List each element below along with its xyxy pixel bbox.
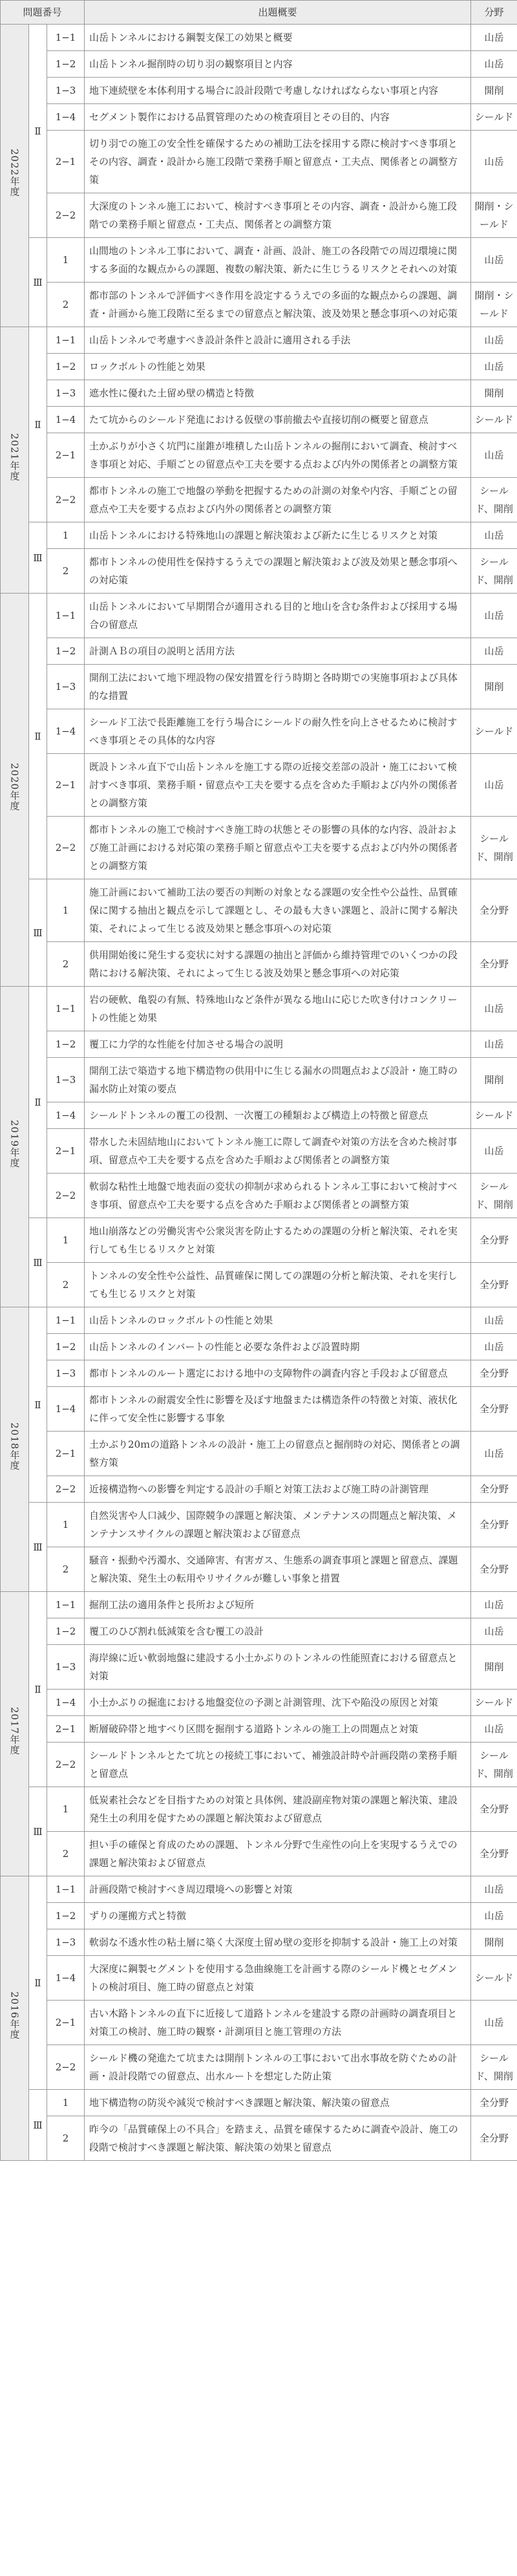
- field-cell: シールド、開削: [471, 2045, 517, 2090]
- summary-cell: 地下連続壁を本体利用する場合に設計段階で考慮しなければならない事項と内容: [85, 78, 471, 104]
- summary-cell: 覆工に力学的な性能を付加させる場合の説明: [85, 1031, 471, 1058]
- question-number-cell: 1−3: [47, 665, 85, 709]
- field-cell: 山岳: [471, 594, 517, 638]
- year-cell: [1, 1592, 29, 1876]
- field-cell: シールド: [471, 104, 517, 131]
- year-label: 2016年度: [8, 1991, 21, 2040]
- question-number-cell: 1−1: [47, 594, 85, 638]
- table-row: [1, 1832, 517, 1876]
- summary-cell: 低炭素社会などを目指すための対策と具体例、建設副産物対策の課題と解決策、建設発生土の利用を促すための課題と解決策および留意点: [85, 1787, 471, 1832]
- field-cell: シールド、開削: [471, 817, 517, 879]
- field-cell: 山岳: [471, 1129, 517, 1174]
- question-number-cell: 2−2: [47, 1476, 85, 1503]
- table-row: [1, 1618, 517, 1645]
- field-cell: 山岳: [471, 1334, 517, 1360]
- table-body: [1, 25, 517, 2161]
- question-number-cell: 2: [47, 549, 85, 594]
- table-row: [1, 1929, 517, 1956]
- section-cell: Ⅲ: [29, 1787, 47, 1876]
- field-cell: 開削: [471, 1058, 517, 1102]
- summary-cell: 施工計画において補助工法の要否の判断の対象となる課題の安全性や公益性、品質確保に関する抽出と観点を示して課題とし、その最も大きい課題と、設計に関する解決策、それによって生じる波及効果と懸念事項への対応策: [85, 879, 471, 942]
- table-row: [1, 638, 517, 665]
- field-cell: 全分野: [471, 1476, 517, 1503]
- question-number-cell: 1−1: [47, 1876, 85, 1903]
- question-number-cell: 1: [47, 1787, 85, 1832]
- table-row: [1, 407, 517, 433]
- table-row: [1, 1547, 517, 1592]
- question-number-cell: 1−1: [47, 1307, 85, 1334]
- question-number-cell: 1−3: [47, 1058, 85, 1102]
- summary-cell: 海岸線に近い軟弱地盤に建設する小土かぶりのトンネルの性能照査における留意点と対策: [85, 1645, 471, 1690]
- question-number-cell: 1−3: [47, 1645, 85, 1690]
- question-number-cell: 1−4: [47, 407, 85, 433]
- summary-cell: 計画段階で検討すべき周辺環境への影響と対策: [85, 1876, 471, 1903]
- table-row: [1, 354, 517, 380]
- question-number-cell: 1−1: [47, 1592, 85, 1618]
- table-row: [1, 1716, 517, 1743]
- year-label: 2017年度: [8, 1706, 21, 1755]
- question-number-cell: 2: [47, 1263, 85, 1307]
- table-row: [1, 1307, 517, 1334]
- summary-cell: 大深度のトンネル施工において、検討すべき事項とその内容、調査・設計から施工段階での業務手順と留意点・工夫点、関係者との調整方策: [85, 193, 471, 238]
- table-row: [1, 594, 517, 638]
- question-number-cell: 2−1: [47, 131, 85, 193]
- table-row: [1, 709, 517, 754]
- summary-cell: 都市トンネルのルート選定における地中の支障物件の調査内容と手段および留意点: [85, 1360, 471, 1387]
- summary-cell: 山岳トンネルのロックボルトの性能と効果: [85, 1307, 471, 1334]
- question-number-cell: 1−4: [47, 709, 85, 754]
- summary-cell: 開削工法において地下埋設物の保安措置を行う時期と各時期での実施事項および具体的な措置: [85, 665, 471, 709]
- field-cell: 山岳: [471, 2001, 517, 2045]
- question-number-cell: 1−2: [47, 1334, 85, 1360]
- section-cell: Ⅱ: [29, 987, 47, 1218]
- summary-cell: シールド工法で長距離施工を行う場合にシールドの耐久性を向上させるために検討すべき事項とその具体的な内容: [85, 709, 471, 754]
- section-cell: Ⅱ: [29, 1307, 47, 1503]
- table-row: [1, 1503, 517, 1547]
- summary-cell: 昨今の「品質確保上の不具合」を踏まえ、品質を確保するために調査や設計、施工の段階で検討すべき課題と解決策、解決策の効果と留意点: [85, 2116, 471, 2161]
- table-row: [1, 1263, 517, 1307]
- table-row: [1, 380, 517, 407]
- field-cell: 山岳: [471, 1307, 517, 1334]
- table-row: [1, 665, 517, 709]
- summary-cell: たて坑からのシールド発進における仮壁の事前撤去や直接切削の概要と留意点: [85, 407, 471, 433]
- field-cell: 全分野: [471, 1387, 517, 1432]
- question-number-cell: 1: [47, 238, 85, 283]
- question-number-cell: 1−3: [47, 78, 85, 104]
- field-cell: 開削: [471, 380, 517, 407]
- summary-cell: 古い木路トンネルの直下に近接して道路トンネルを建設する際の計画時の調査項目と対策工の検討、施工時の観察・計測項目と施工管理の方法: [85, 2001, 471, 2045]
- summary-cell: ロックボルトの性能と効果: [85, 354, 471, 380]
- year-cell: [1, 25, 29, 327]
- table-row: [1, 549, 517, 594]
- field-cell: 山岳: [471, 1031, 517, 1058]
- table-row: [1, 1360, 517, 1387]
- year-cell: [1, 327, 29, 594]
- summary-cell: 切り羽での施工の安全性を確保するための補助工法を採用する際に検討すべき事項とその内容、調査・設計から施工段階で業務手順と留意点・工夫点、関係者との調整方策: [85, 131, 471, 193]
- section-cell: Ⅲ: [29, 1218, 47, 1307]
- table-row: [1, 1787, 517, 1832]
- summary-cell: 都市部のトンネルで評価すべき作用を設定するうえでの多面的な観点からの課題、調査・計画から施工段階に至るまでの留意点と解決策、波及効果と懸念事項への対応策: [85, 283, 471, 327]
- field-cell: シールド: [471, 1956, 517, 2001]
- summary-cell: 都市トンネルの施工で地盤の挙動を把握するための計測の対象や内容、手順ごとの留意点や工夫を要する点および内外の関係者との調整方策: [85, 478, 471, 522]
- field-cell: シールド、開削: [471, 478, 517, 522]
- summary-cell: ずりの運搬方式と特徴: [85, 1903, 471, 1929]
- question-number-cell: 2: [47, 1547, 85, 1592]
- summary-cell: 山岳トンネルにおいて早期閉合が適用される目的と地山を含む条件および採用する場合の留意点: [85, 594, 471, 638]
- question-number-cell: 1−2: [47, 1903, 85, 1929]
- header-problem-no: 問題番号: [1, 1, 85, 25]
- table-row: [1, 1476, 517, 1503]
- field-cell: 全分野: [471, 2090, 517, 2116]
- table-row: [1, 522, 517, 549]
- field-cell: 山岳: [471, 25, 517, 51]
- summary-cell: 軟弱な粘性土地盤で地表面の変状の抑制が求められるトンネル工事において検討すべき事項、留意点や工夫を要する点を含めた手順および関係者との調整方策: [85, 1174, 471, 1218]
- summary-cell: 山岳トンネルにおける鋼製支保工の効果と概要: [85, 25, 471, 51]
- table-row: [1, 942, 517, 987]
- table-row: [1, 2116, 517, 2161]
- summary-cell: 土かぶり20ｍの道路トンネルの設計・施工上の留意点と掘削時の対応、関係者との調整方策: [85, 1432, 471, 1476]
- field-cell: シールド、開削: [471, 1174, 517, 1218]
- section-cell: Ⅱ: [29, 1876, 47, 2090]
- field-cell: 全分野: [471, 1263, 517, 1307]
- question-number-cell: 1−1: [47, 25, 85, 51]
- summary-cell: 地下構造物の防災や減災で検討すべき課題と解決策、解決策の留意点: [85, 2090, 471, 2116]
- field-cell: 全分野: [471, 1503, 517, 1547]
- question-number-cell: 2−1: [47, 754, 85, 817]
- table-row: [1, 433, 517, 478]
- field-cell: 山岳: [471, 51, 517, 78]
- table-row: [1, 283, 517, 327]
- summary-cell: 遮水性に優れた土留め壁の構造と特徴: [85, 380, 471, 407]
- summary-cell: 帯水した未固結地山においてトンネル施工に際して調査や対策の方法を含めた検討事項、留意点や工夫を要する点を含めた手順および関係者との調整方策: [85, 1129, 471, 1174]
- question-number-cell: 2−2: [47, 2045, 85, 2090]
- summary-cell: 都市トンネルの使用性を保持するうえでの課題と解決策および波及効果と懸念事項への対応策: [85, 549, 471, 594]
- field-cell: 全分野: [471, 1787, 517, 1832]
- field-cell: 全分野: [471, 1218, 517, 1263]
- table-row: [1, 879, 517, 942]
- summary-cell: 都市トンネルの耐震安全性に影響を及ぼす地盤または構造条件の特徴と対策、液状化に伴って安全性に影響する事象: [85, 1387, 471, 1432]
- year-label: 2019年度: [8, 1119, 21, 1168]
- summary-cell: トンネルの安全性や公益性、品質確保に関しての課題の分析と解決策、それを実行しても生じるリスクと対策: [85, 1263, 471, 1307]
- table-row: [1, 104, 517, 131]
- table-row: [1, 1743, 517, 1787]
- summary-cell: 自然災害や人口減少、国際競争の課題と解決策、メンテナンスの問題点と解決策、メンテナンスサイクルの課題と解決策および留意点: [85, 1503, 471, 1547]
- table-row: [1, 2045, 517, 2090]
- summary-cell: シールドトンネルとたて坑との接続工事において、補強設計時や計画段階の業務手順と留意点: [85, 1743, 471, 1787]
- section-cell: Ⅲ: [29, 2090, 47, 2161]
- year-label: 2018年度: [8, 1422, 21, 1471]
- question-number-cell: 2−1: [47, 2001, 85, 2045]
- field-cell: 山岳: [471, 131, 517, 193]
- question-number-cell: 1: [47, 522, 85, 549]
- field-cell: シールド: [471, 407, 517, 433]
- table-row: [1, 1218, 517, 1263]
- summary-cell: 山岳トンネルで考慮すべき設計条件と設計に適用される手法: [85, 327, 471, 354]
- question-number-cell: 2: [47, 2116, 85, 2161]
- table-row: [1, 238, 517, 283]
- field-cell: 開削: [471, 665, 517, 709]
- question-number-cell: 1: [47, 2090, 85, 2116]
- question-number-cell: 1: [47, 879, 85, 942]
- summary-cell: 山岳トンネルにおける特殊地山の課題と解決策および新たに生じるリスクと対策: [85, 522, 471, 549]
- summary-cell: 既設トンネル直下で山岳トンネルを施工する際の近接交差部の設計・施工において検討すべき事項、業務手順・留意点や工夫を要する点を含めた手順および内外の関係者との調整方策: [85, 754, 471, 817]
- summary-cell: 近接構造物への影響を判定する設計の手順と対策工法および施工時の計測管理: [85, 1476, 471, 1503]
- table-row: [1, 1334, 517, 1360]
- field-cell: 開削・シールド: [471, 193, 517, 238]
- field-cell: 山岳: [471, 522, 517, 549]
- section-cell: Ⅲ: [29, 879, 47, 987]
- header-row: [1, 1, 517, 25]
- table-row: [1, 1058, 517, 1102]
- field-cell: 山岳: [471, 354, 517, 380]
- question-number-cell: 1−3: [47, 1360, 85, 1387]
- table-row: [1, 131, 517, 193]
- question-number-cell: 1−4: [47, 1690, 85, 1716]
- section-cell: Ⅲ: [29, 238, 47, 327]
- field-cell: 山岳: [471, 1432, 517, 1476]
- summary-cell: 山岳トンネル掘削時の切り羽の観察項目と内容: [85, 51, 471, 78]
- field-cell: 開削・シールド: [471, 283, 517, 327]
- question-number-cell: 1−3: [47, 1929, 85, 1956]
- summary-cell: 断層破砕帯と地すべり区間を掘削する道路トンネルの施工上の問題点と対策: [85, 1716, 471, 1743]
- question-number-cell: 2−2: [47, 1174, 85, 1218]
- question-number-cell: 2−2: [47, 817, 85, 879]
- summary-cell: 供用開始後に発生する変状に対する課題の抽出と評価から維持管理でのいくつかの段階における解決策、それによって生じる波及効果と懸念事項への対応策: [85, 942, 471, 987]
- question-number-cell: 1−1: [47, 327, 85, 354]
- question-number-cell: 1−4: [47, 1102, 85, 1129]
- field-cell: シールド、開削: [471, 549, 517, 594]
- summary-cell: セグメント製作における品質管理のための検査項目とその目的、内容: [85, 104, 471, 131]
- summary-cell: 山岳トンネルのインバートの性能と必要な条件および設置時期: [85, 1334, 471, 1360]
- field-cell: 全分野: [471, 1360, 517, 1387]
- question-number-cell: 2: [47, 283, 85, 327]
- table-row: [1, 478, 517, 522]
- field-cell: シールド: [471, 709, 517, 754]
- field-cell: 山岳: [471, 1716, 517, 1743]
- header-summary: 出題概要: [85, 1, 471, 25]
- table-row: [1, 1645, 517, 1690]
- field-cell: 開削: [471, 1929, 517, 1956]
- header-field: 分野: [471, 1, 517, 25]
- field-cell: 山岳: [471, 1903, 517, 1929]
- summary-cell: シールドトンネルの覆工の役割、一次覆工の種類および構造上の特徴と留意点: [85, 1102, 471, 1129]
- question-number-cell: 1: [47, 1218, 85, 1263]
- table-row: [1, 327, 517, 354]
- field-cell: 全分野: [471, 1547, 517, 1592]
- summary-cell: 開削工法で築造する地下構造物の供用中に生じる漏水の問題点および設計・施工時の漏水防止対策の要点: [85, 1058, 471, 1102]
- question-number-cell: 2−2: [47, 1743, 85, 1787]
- year-cell: [1, 1876, 29, 2161]
- question-number-cell: 2−1: [47, 1716, 85, 1743]
- field-cell: 全分野: [471, 1832, 517, 1876]
- field-cell: 山岳: [471, 1876, 517, 1903]
- question-number-cell: 2−2: [47, 193, 85, 238]
- table-row: [1, 754, 517, 817]
- summary-cell: 掘削工法の適用条件と長所および短所: [85, 1592, 471, 1618]
- field-cell: 開削: [471, 78, 517, 104]
- table-row: [1, 1956, 517, 2001]
- year-cell: [1, 987, 29, 1307]
- table-row: [1, 1102, 517, 1129]
- table-row: [1, 817, 517, 879]
- question-number-cell: 2−1: [47, 1432, 85, 1476]
- question-number-cell: 1−2: [47, 354, 85, 380]
- question-number-cell: 1−3: [47, 380, 85, 407]
- question-number-cell: 1−4: [47, 1387, 85, 1432]
- field-cell: 山岳: [471, 1592, 517, 1618]
- field-cell: 全分野: [471, 2116, 517, 2161]
- table-row: [1, 193, 517, 238]
- field-cell: 山岳: [471, 327, 517, 354]
- question-number-cell: 1: [47, 1503, 85, 1547]
- field-cell: 山岳: [471, 238, 517, 283]
- table-row: [1, 78, 517, 104]
- table-row: [1, 1876, 517, 1903]
- section-cell: Ⅱ: [29, 25, 47, 238]
- summary-cell: 大深度に鋼製セグメントを使用する急曲線施工を計画する際のシールド機とセグメントの検討項目、施工時の留意点と対策: [85, 1956, 471, 2001]
- question-number-cell: 2: [47, 1832, 85, 1876]
- section-cell: Ⅱ: [29, 1592, 47, 1787]
- question-number-cell: 2−1: [47, 1129, 85, 1174]
- summary-cell: 岩の硬軟、亀裂の有無、特殊地山など条件が異なる地山に応じた吹き付けコンクリートの性能と効果: [85, 987, 471, 1031]
- summary-cell: 覆工のひび割れ低減策を含む覆工の設計: [85, 1618, 471, 1645]
- summary-cell: 軟弱な不透水性の粘土層に築く大深度土留め壁の変形を抑制する設計・施工上の対策: [85, 1929, 471, 1956]
- table-row: [1, 1031, 517, 1058]
- field-cell: 山岳: [471, 987, 517, 1031]
- summary-cell: シールド機の発進たて坑または開削トンネルの工事において出水事故を防ぐための計画・設計段階での留意点、出水ルートを想定した防止策: [85, 2045, 471, 2090]
- table-row: [1, 1432, 517, 1476]
- question-number-cell: 1−2: [47, 1618, 85, 1645]
- year-cell: [1, 1307, 29, 1592]
- summary-cell: 担い手の確保と育成のための課題、トンネル分野で生産性の向上を実現するうえでの課題と解決策および留意点: [85, 1832, 471, 1876]
- table-row: [1, 1129, 517, 1174]
- question-number-cell: 2−2: [47, 478, 85, 522]
- summary-cell: 騒音・振動や汚濁水、交通障害、有害ガス、生態系の調査事項と課題と留意点、課題と解決策、発生土の転用やリサイクルが難しい事象と措置: [85, 1547, 471, 1592]
- field-cell: 山岳: [471, 754, 517, 817]
- question-number-cell: 1−2: [47, 1031, 85, 1058]
- year-cell: [1, 594, 29, 987]
- summary-cell: 土かぶりが小さく坑門に崖錐が堆積した山岳トンネルの掘削において調査、検討すべき事項と対応、手順ごとの留意点や工夫を要する点および内外の関係者との調整方策: [85, 433, 471, 478]
- question-number-cell: 1−4: [47, 104, 85, 131]
- section-cell: Ⅱ: [29, 327, 47, 522]
- field-cell: シールド: [471, 1690, 517, 1716]
- table-row: [1, 1387, 517, 1432]
- question-number-cell: 1−4: [47, 1956, 85, 2001]
- summary-cell: 計測ＡＢの項目の説明と活用方法: [85, 638, 471, 665]
- summary-cell: 山間地のトンネル工事において、調査・計画、設計、施工の各段階での周辺環境に関する多面的な観点からの課題、複数の解決策、新たに生じうるリスクとそれへの対策: [85, 238, 471, 283]
- field-cell: 山岳: [471, 433, 517, 478]
- question-number-cell: 2−1: [47, 433, 85, 478]
- field-cell: 山岳: [471, 1618, 517, 1645]
- section-cell: Ⅲ: [29, 522, 47, 594]
- field-cell: シールド、開削: [471, 1743, 517, 1787]
- table-row: [1, 1174, 517, 1218]
- question-number-cell: 1−2: [47, 51, 85, 78]
- year-label: 2022年度: [8, 148, 21, 197]
- question-number-cell: 1−1: [47, 987, 85, 1031]
- year-label: 2021年度: [8, 433, 21, 482]
- field-cell: シールド: [471, 1102, 517, 1129]
- summary-cell: 小土かぶりの掘進における地盤変位の予測と計測管理、沈下や陥没の原因と対策: [85, 1690, 471, 1716]
- summary-cell: 都市トンネルの施工で検討すべき施工時の状態とその影響の具体的な内容、設計および施工計画における対応策の業務手順と留意点や工夫を要する点および内外の関係者との調整方策: [85, 817, 471, 879]
- field-cell: 全分野: [471, 942, 517, 987]
- field-cell: 開削: [471, 1645, 517, 1690]
- table-row: [1, 1690, 517, 1716]
- table-row: [1, 25, 517, 51]
- field-cell: 山岳: [471, 638, 517, 665]
- section-cell: Ⅱ: [29, 594, 47, 879]
- table-row: [1, 1903, 517, 1929]
- table-row: [1, 51, 517, 78]
- question-number-cell: 2: [47, 942, 85, 987]
- table-row: [1, 2090, 517, 2116]
- section-cell: Ⅲ: [29, 1503, 47, 1592]
- field-cell: 全分野: [471, 879, 517, 942]
- summary-cell: 地山崩落などの労働災害や公衆災害を防止するための課題の分析と解決策、それを実行しても生じるリスクと対策: [85, 1218, 471, 1263]
- table-row: [1, 2001, 517, 2045]
- table-row: [1, 987, 517, 1031]
- table-row: [1, 1592, 517, 1618]
- year-label: 2020年度: [8, 762, 21, 811]
- question-number-cell: 1−2: [47, 638, 85, 665]
